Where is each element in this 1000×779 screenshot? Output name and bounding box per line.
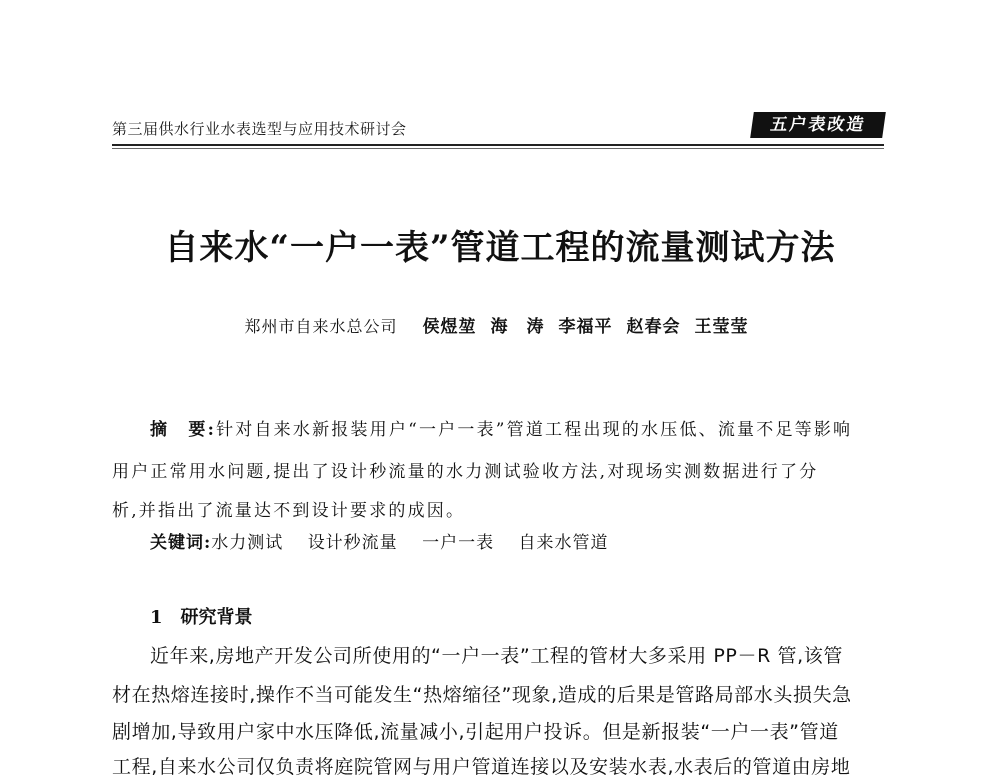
- keyword: 水力测试: [211, 533, 284, 553]
- abstract-line-3: 析,并指出了流量达不到设计要求的成因。: [112, 501, 466, 521]
- author-organization: 郑州市自来水总公司: [244, 317, 398, 336]
- author-name: 侯煜堃: [422, 317, 477, 337]
- byline: [0, 312, 1000, 337]
- author-name: 海 涛: [490, 317, 545, 337]
- abstract-text: 针对自来水新报装用户“一户一表”管道工程出现的水压低、流量不足等影响: [216, 420, 853, 440]
- keywords-line: [150, 528, 922, 553]
- header-rule-thin: [112, 148, 884, 149]
- author-name: 李福平: [558, 317, 613, 337]
- body-text-line: 材在热熔连接时,操作不当可能发生“热熔缩径”现象,造成的后果是管路局部水头损失急: [112, 684, 852, 706]
- author-name: 赵春会: [626, 317, 681, 337]
- body-text-line: 工程,自来水公司仅负责将庭院管网与用户管道连接以及安装水表,水表后的管道由房地: [112, 756, 851, 778]
- abstract-label: 摘 要:: [150, 420, 217, 440]
- keyword: 一户一表: [422, 533, 495, 553]
- body-text-line: 近年来,房地产开发公司所使用的“一户一表”工程的管材大多采用 PP－R 管,该管: [150, 645, 843, 667]
- keyword: 设计秒流量: [307, 533, 398, 553]
- header-rule: [112, 144, 884, 146]
- author-name: 王莹莹: [694, 317, 749, 337]
- running-header: 第三届供水行业水表选型与应用技术研讨会: [112, 120, 407, 138]
- abstract-line-2: 用户正常用水问题,提出了设计秒流量的水力测试验收方法,对现场实测数据进行了分: [112, 462, 819, 482]
- section-heading: 1 研究背景: [150, 607, 253, 628]
- abstract-line-1: [150, 415, 884, 440]
- paper-title: 自来水“一户一表”管道工程的流量测试方法: [164, 228, 836, 268]
- column-stamp-logo: 五户表改造: [750, 112, 886, 138]
- keywords-label: 关键词:: [150, 533, 212, 553]
- keyword: 自来水管道: [518, 533, 609, 553]
- body-text-line: 剧增加,导致用户家中水压降低,流量减小,引起用户投诉。但是新报装“一户一表”管道: [112, 721, 839, 743]
